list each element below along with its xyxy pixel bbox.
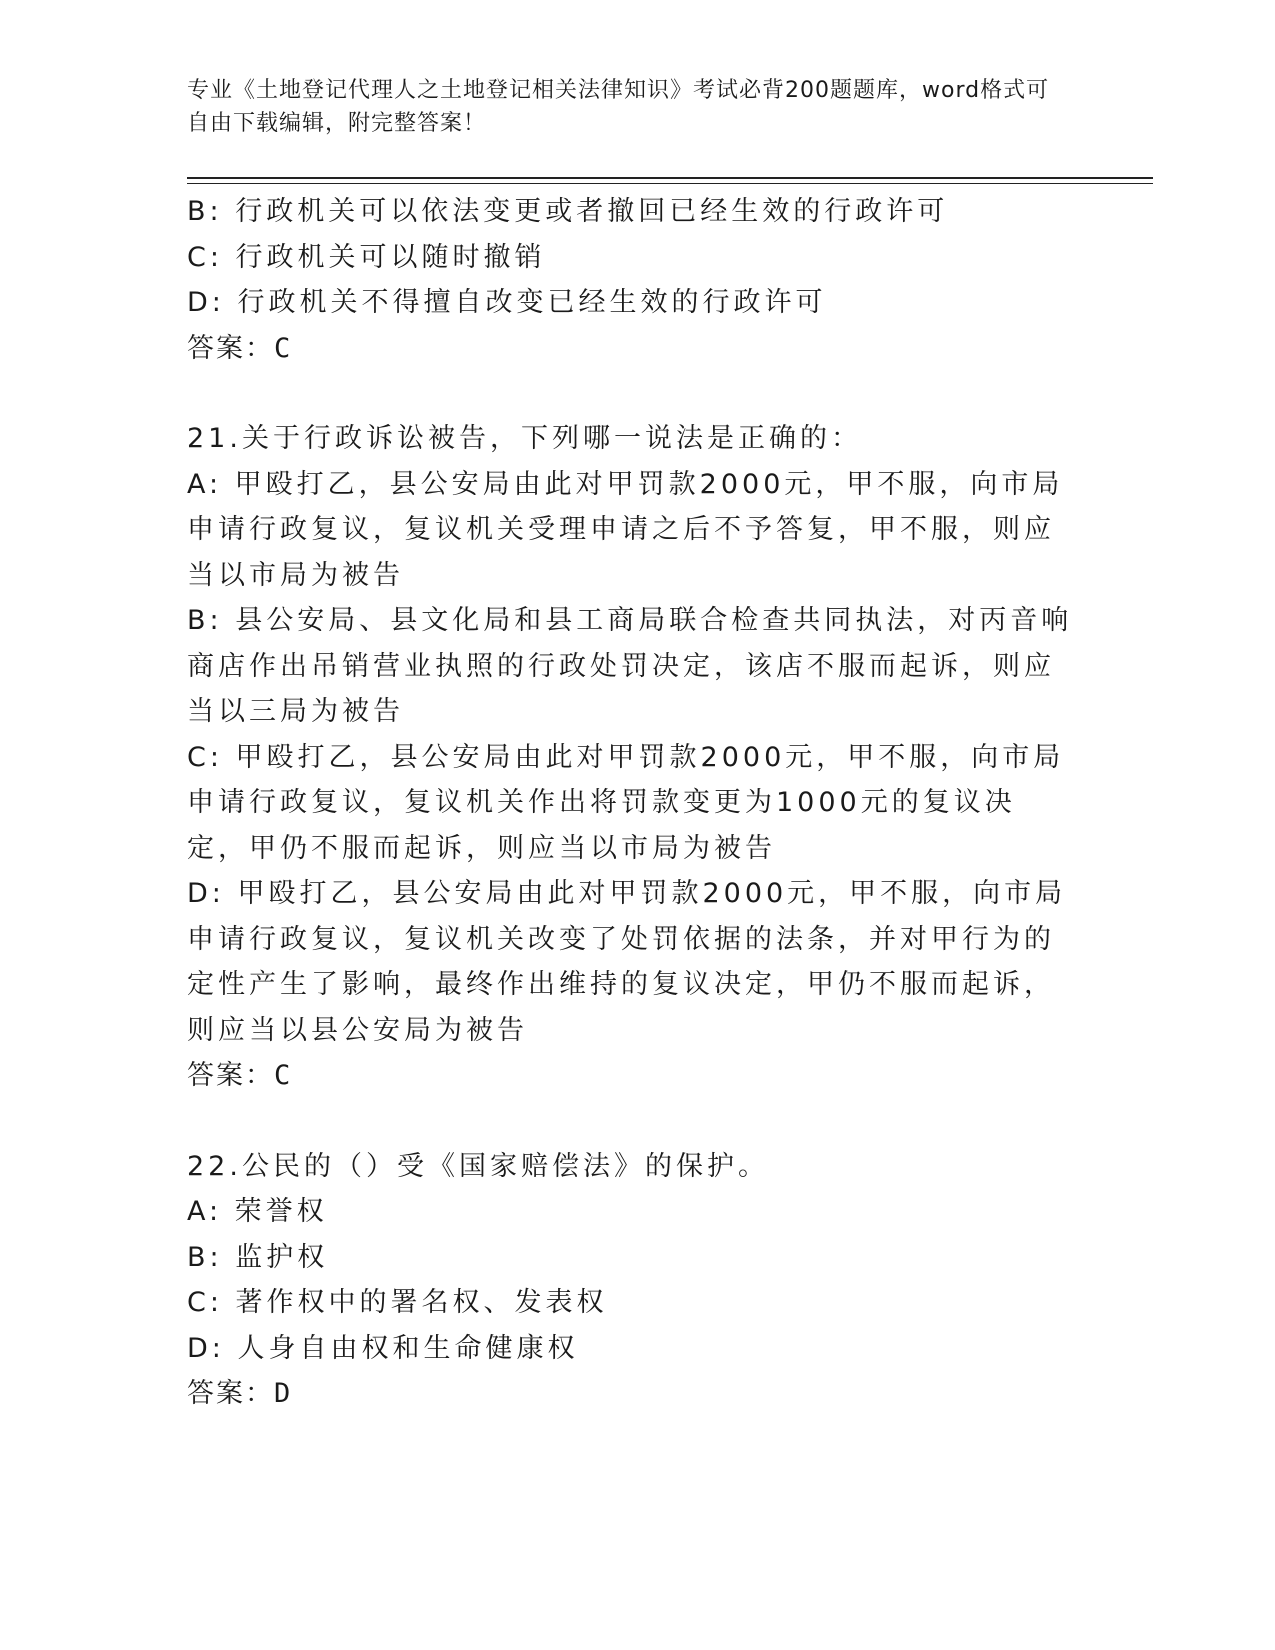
- answer-value: D: [274, 1378, 292, 1409]
- question-stem: 22.公民的（）受《国家赔偿法》的保护。: [187, 1150, 769, 1182]
- header-divider-thin: [187, 183, 1153, 184]
- question-block-21: [187, 416, 1077, 1099]
- answer-label: 答案：: [187, 1378, 274, 1409]
- document-title: 专业《土地登记代理人之土地登记相关法律知识》考试必背200题题库，word格式可自由下载编辑，附完整答案！: [187, 78, 1050, 136]
- document-body: [187, 189, 1077, 1417]
- option-a: A: 荣誉权: [187, 1196, 328, 1227]
- answer-label: 答案：: [187, 332, 274, 364]
- option-a: A: 甲殴打乙，县公安局由此对甲罚款2000元，甲不服，向市局申请行政复议，复议机关受理申请之后不予答复，甲不服，则应当以市局为被告: [187, 468, 1064, 591]
- answer-label: 答案：: [187, 1060, 274, 1091]
- option-c: C: 著作权中的署名权、发表权: [187, 1287, 608, 1318]
- option-c: C: 甲殴打乙，县公安局由此对甲罚款2000元，甲不服，向市局申请行政复议，复议机关作出将罚款变更为1000元的复议决定，甲仍不服而起诉，则应当以市局为被告: [187, 741, 1065, 864]
- document-header: [187, 74, 1067, 140]
- spacer: [187, 1099, 1077, 1144]
- question-block-20-tail: [187, 189, 1077, 371]
- answer-value: C: [274, 1060, 292, 1091]
- question-block-22: [187, 1144, 1077, 1417]
- answer-line: [187, 326, 1077, 372]
- question-stem: 21.关于行政诉讼被告，下列哪一说法是正确的：: [187, 423, 862, 454]
- option-b: B: 监护权: [187, 1241, 329, 1273]
- header-divider-thick: [187, 177, 1153, 179]
- option-d: D: 甲殴打乙，县公安局由此对甲罚款2000元，甲不服，向市局申请行政复议，复议机关改变了处罚依据的法条，并对甲行为的定性产生了影响，最终作出维持的复议决定，甲仍不服而起诉，则应当以县公安局为被告: [187, 878, 1067, 1046]
- option-d: D: 行政机关不得擅自改变已经生效的行政许可: [187, 287, 827, 318]
- answer-line: [187, 1053, 1077, 1099]
- option-b: B: 行政机关可以依法变更或者撤回已经生效的行政许可: [187, 196, 949, 227]
- answer-value: C: [274, 332, 292, 364]
- answer-line: [187, 1371, 1077, 1417]
- spacer: [187, 371, 1077, 416]
- option-c: C: 行政机关可以随时撤销: [187, 241, 546, 273]
- option-b: B: 县公安局、县文化局和县工商局联合检查共同执法，对丙音响商店作出吊销营业执照的行政处罚决定，该店不服而起诉，则应当以三局为被告: [187, 605, 1073, 727]
- option-d: D: 人身自由权和生命健康权: [187, 1332, 579, 1364]
